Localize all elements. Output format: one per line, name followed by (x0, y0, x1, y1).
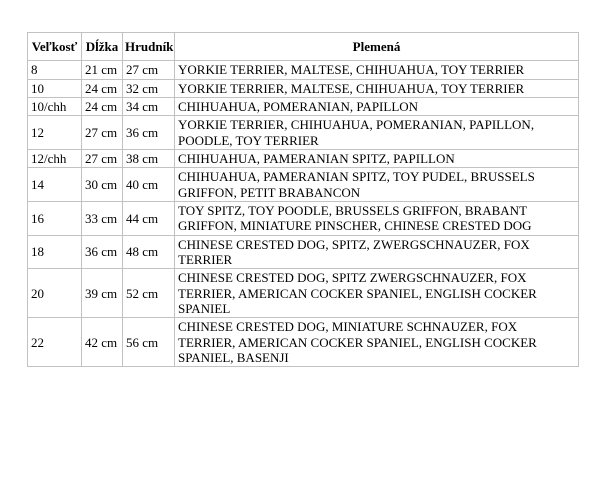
col-header-size: Veľkosť (28, 33, 82, 61)
table-row (28, 79, 579, 97)
cell-breeds: YORKIE TERRIER, MALTESE, CHIHUAHUA, TOY TERRIER (175, 61, 579, 79)
col-header-chest: Hrudník (123, 33, 175, 61)
col-header-length: Dĺžka (82, 33, 123, 61)
table-row (28, 116, 579, 150)
cell-length: 24 cm (82, 79, 123, 97)
cell-breeds: CHINESE CRESTED DOG, MINIATURE SCHNAUZER, FOX TERRIER, AMERICAN COCKER SPANIEL, ENGLISH COCKER SPANIEL, BASENJI (175, 318, 579, 367)
cell-length: 24 cm (82, 97, 123, 115)
cell-chest: 32 cm (123, 79, 175, 97)
col-header-breeds: Plemená (175, 33, 579, 61)
cell-length: 27 cm (82, 149, 123, 167)
cell-breeds: CHINESE CRESTED DOG, SPITZ, ZWERGSCHNAUZER, FOX TERRIER (175, 235, 579, 269)
cell-chest: 36 cm (123, 116, 175, 150)
table-row (28, 201, 579, 235)
table-row (28, 168, 579, 202)
table-row (28, 97, 579, 115)
table-row (28, 61, 579, 79)
cell-size: 12/chh (28, 149, 82, 167)
cell-chest: 56 cm (123, 318, 175, 367)
cell-size: 20 (28, 269, 82, 318)
cell-size: 10/chh (28, 97, 82, 115)
cell-size: 16 (28, 201, 82, 235)
table-row (28, 269, 579, 318)
cell-length: 21 cm (82, 61, 123, 79)
cell-breeds: CHIHUAHUA, PAMERANIAN SPITZ, PAPILLON (175, 149, 579, 167)
cell-size: 12 (28, 116, 82, 150)
table-row (28, 318, 579, 367)
cell-chest: 52 cm (123, 269, 175, 318)
cell-length: 36 cm (82, 235, 123, 269)
size-chart-table (27, 32, 579, 367)
cell-chest: 38 cm (123, 149, 175, 167)
cell-size: 14 (28, 168, 82, 202)
cell-chest: 48 cm (123, 235, 175, 269)
table-row (28, 235, 579, 269)
cell-chest: 27 cm (123, 61, 175, 79)
size-chart-container (27, 32, 579, 367)
cell-chest: 44 cm (123, 201, 175, 235)
cell-size: 10 (28, 79, 82, 97)
cell-length: 33 cm (82, 201, 123, 235)
cell-breeds: YORKIE TERRIER, CHIHUAHUA, POMERANIAN, PAPILLON, POODLE, TOY TERRIER (175, 116, 579, 150)
cell-length: 42 cm (82, 318, 123, 367)
cell-breeds: CHIHUAHUA, POMERANIAN, PAPILLON (175, 97, 579, 115)
cell-size: 8 (28, 61, 82, 79)
cell-breeds: TOY SPITZ, TOY POODLE, BRUSSELS GRIFFON, BRABANT GRIFFON, MINIATURE PINSCHER, CHINESE CRESTED DOG (175, 201, 579, 235)
cell-breeds: YORKIE TERRIER, MALTESE, CHIHUAHUA, TOY TERRIER (175, 79, 579, 97)
cell-chest: 40 cm (123, 168, 175, 202)
header-row (28, 33, 579, 61)
cell-breeds: CHIHUAHUA, PAMERANIAN SPITZ, TOY PUDEL, BRUSSELS GRIFFON, PETIT BRABANCON (175, 168, 579, 202)
cell-size: 18 (28, 235, 82, 269)
cell-length: 39 cm (82, 269, 123, 318)
table-row (28, 149, 579, 167)
cell-length: 27 cm (82, 116, 123, 150)
cell-size: 22 (28, 318, 82, 367)
cell-length: 30 cm (82, 168, 123, 202)
cell-chest: 34 cm (123, 97, 175, 115)
cell-breeds: CHINESE CRESTED DOG, SPITZ ZWERGSCHNAUZER, FOX TERRIER, AMERICAN COCKER SPANIEL, ENGLISH COCKER SPANIEL (175, 269, 579, 318)
